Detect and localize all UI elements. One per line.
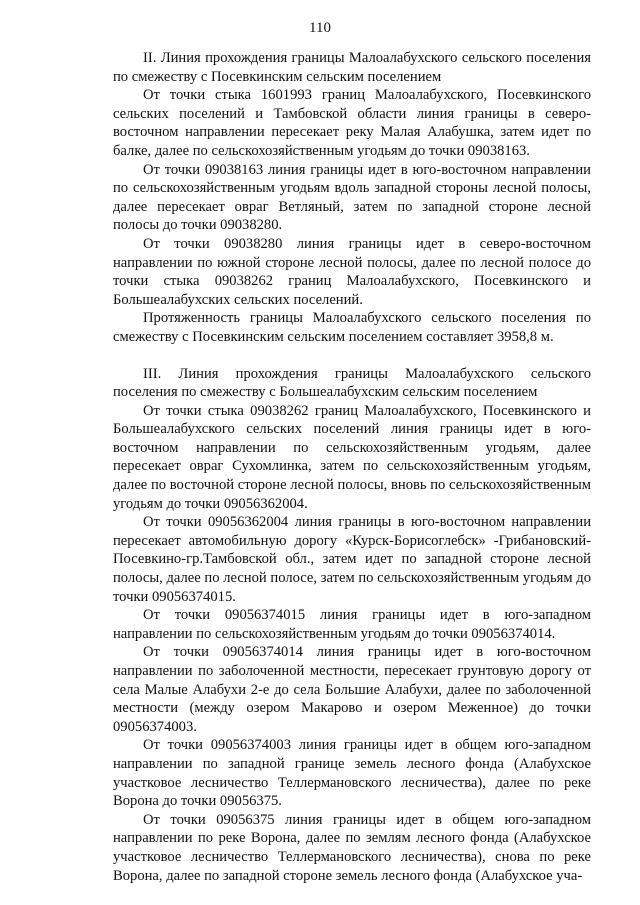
paragraph: Протяженность границы Малоалабухского сельского поселения по смежеству с Посевкинским сельским поселением составляет 3958,8 м. bbox=[113, 310, 591, 345]
paragraph: От точки 09056362004 линия границы в юго-восточном направлении пересекает автомобильную дорогу «Курск-Борисоглебск» -Грибановский-Посевкино-гр.Тамбовской обл., затем идет по западной стороне лесной полосы, далее по лесной полосе, затем по сельскохозяйственным угодьям до точки 09056374015. bbox=[113, 514, 591, 605]
paragraph: От точки 09056374015 линия границы идет в юго-западном направлении по сельскохозяйственным угодьям до точки 09056374014. bbox=[113, 607, 591, 642]
page-number: 110 bbox=[309, 20, 331, 36]
paragraph: От точки 09056374014 линия границы идет в юго-восточном направлении по заболоченной местности, пересекает грунтовую дорогу от села Малые Алабухи 2-е до села Большие Алабухи, далее по заболоченной местности (между озером Макарово и озером Меженное) до точки 09056374003. bbox=[113, 644, 591, 735]
text-column bbox=[113, 49, 591, 885]
paragraph: От точки 09038280 линия границы идет в северо-восточном направлении по южной стороне лесной полосы, далее по лесной полосе до точки стыка 09038262 границ Малоалабухского, Посевкинского и Большеалабухских сельских поселений. bbox=[113, 235, 591, 308]
section-gap bbox=[113, 347, 591, 365]
section-2-heading: II. Линия прохождения границы Малоалабухского сельского поселения по смежеству с Посевкинским сельским поселением bbox=[113, 50, 591, 85]
paragraph: От точки стыка 1601993 границ Малоалабухского, Посевкинского сельских поселений и Тамбовской области линия границы в северо-восточном направлении пересекает реку Малая Алабушка, затем идет по балке, далее по сельскохозяйственным угодьям до точки 09038163. bbox=[113, 87, 591, 159]
paragraph: От точки 09056374003 линия границы идет в общем юго-западном направлении по западной границе земель лесного фонда (Алабухское участковое лесничество Теллермановского лесничества), далее по реке Ворона до точки 09056375. bbox=[113, 737, 591, 810]
paragraph: От точки 09056375 линия границы идет в общем юго-западном направлении по реке Ворона, далее по землям лесного фонда (Алабухское участковое лесничество Теллермановского лесничества), снова по реке Ворона, далее по западной стороне земель лесного фонда (Алабухское уча- bbox=[113, 811, 591, 884]
section-3-heading: III. Линия прохождения границы Малоалабухского сельского поселения по смежеству с Большеалабухским сельским поселением bbox=[113, 365, 591, 401]
paragraph: От точки 09038163 линия границы идет в юго-восточном направлении по сельскохозяйственным угодьям вдоль западной стороны лесной полосы, далее пересекает овраг Ветляный, затем по западной стороне лесной полосы до точки 09038280. bbox=[113, 161, 591, 234]
paragraph: От точки стыка 09038262 границ Малоалабухского, Посевкинского и Большеалабухского сельских поселений линия границы идет в юго-восточном направлении по сельскохозяйственным угодьям, далее пересекает овраг Сухомлинка, затем по сельскохозяйственным угодьям, далее по восточной стороне лесной полосы, вновь по сельскохозяйственным угодьям до точки 09056362004. bbox=[113, 402, 591, 512]
